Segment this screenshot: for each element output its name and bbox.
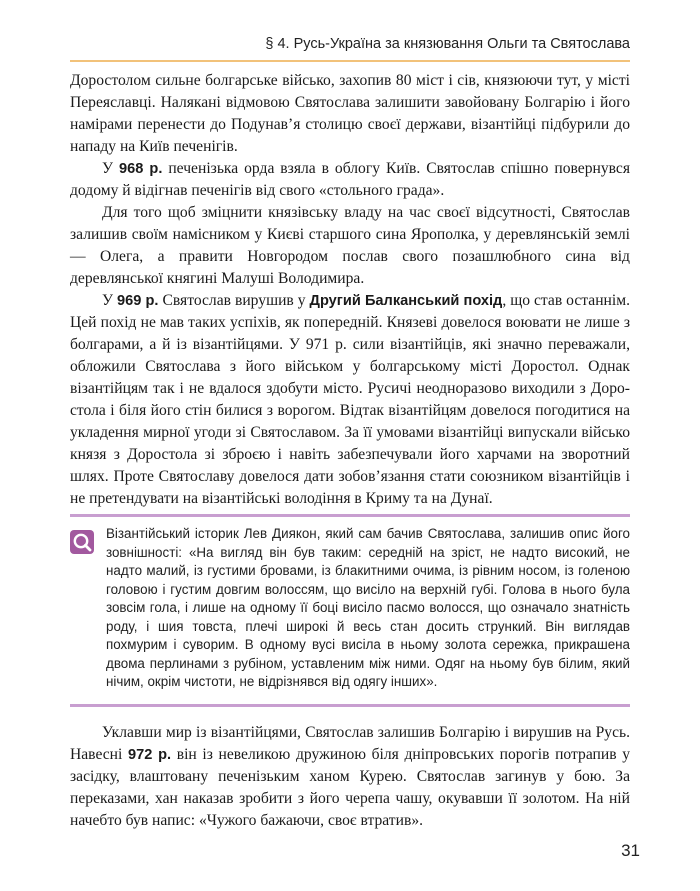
date-highlight: 968 р. [118,161,163,177]
quote-top-rule [70,514,630,517]
paragraph: Уклавши мир із візантійцями, Святослав залишив Болгарію і вирушив на Русь. Навесні 972 р. він із невеликою дружиною біля дніпровських порогів потрапив у засідку, влаштовану печенізьким ханом Курею. Святослав загинув у бою. За переказами, хан наказав зробити з його черепа чашу, окувавши її золотом. На ній начебто був напис: «Чужого бажаючи, своє втратив». [70,724,631,829]
date-highlight: 969 р. [117,293,159,309]
header-divider [70,60,630,62]
paragraph: Для того щоб зміцнити князівську владу на час своєї відсутності, Святослав залишив своїм намісником у Києві старшого сина Ярополка, у деревлянській землі — Олега, а правити Новгородом послав свого позашлюбного сина від деревлянської княгині Малуші Володимира. [70,204,630,287]
quote-bottom-rule [70,704,630,707]
term-highlight: Другий Балканський похід [309,293,503,309]
paragraph: У 968 р. печенізька орда взяла в облогу Київ. Святослав спішно повернувся додому й відігнав печенігів від свого «стольного града». [70,160,631,199]
date-highlight: 972 р. [128,747,172,763]
paragraph: Доростолом сильне болгарське військо, захопив 80 міст і сів, князюючи тут, у місті Переяславці. Налякані відмовою Святослава залишити завойовану Болгарію і його намірами перенести до Подунав’я столицю своєї держави, візантійці підбурили до нападу на Київ печенігів. [70,72,630,155]
quote-box [70,514,630,707]
chapter-title: § 4. Русь-Україна за князювання Ольги та Святослава [265,36,630,52]
paragraph: У 969 р. Святослав вирушив у Другий Балканський похід, що став останнім. Цей похід не мав таких успіхів, як попередній. Князеві довелося воювати не лише з болгарами, а й із візантійцями. У 971 р. сили візантійців, які значно переважали, обложили Святослава з його військом у болгарському місті Доростол. Однак візантійцям так і не вдалося здобути місто. Русичі неодноразово виходили з Доростола і біля його стін билися з ворогом. Відтак візантійцям довелося погодитися на укладення мирної угоди зі Святославом. За її умовами візантійці випускали військо князя з Доростола зі зброєю і навіть забезпечували його харчами на зворотний шлях. Проте Святославу довелося дати зобов’язання стати союзником візантійців і не претендувати на візантійські володіння в Криму та на Дунаї. [70,292,631,507]
magnifier-icon [70,530,94,554]
quote-text: Візантійський історик Лев Диякон, який сам бачив Святослава, залишив опис його зовнішності: «На вигляд він був таким: середній на зріст, не надто високий, не надто малий, із густими бровами, із блакитними очима, із рівним носом, із голеною головою і густим довгим волоссям, що висіло на верхній губі. Голова в нього була зовсім гола, і лише на одному її боці висіло пасмо волосся, що означало знатність роду, і шия товста, плечі широкі й весь стан досить стрункий. Він виглядав похмурим і суворим. В одному вусі висіла в ньому золота сережка, прикрашена двома перлинами з рубіном, уставленим між ними. Одяг на ньому був білим, який нічим, окрім чистоти, не відрізнявся від одягу інших». [106,526,630,689]
page-number: 31 [621,841,640,860]
running-header [0,0,700,62]
closing-text [70,722,630,832]
main-text [70,70,630,510]
